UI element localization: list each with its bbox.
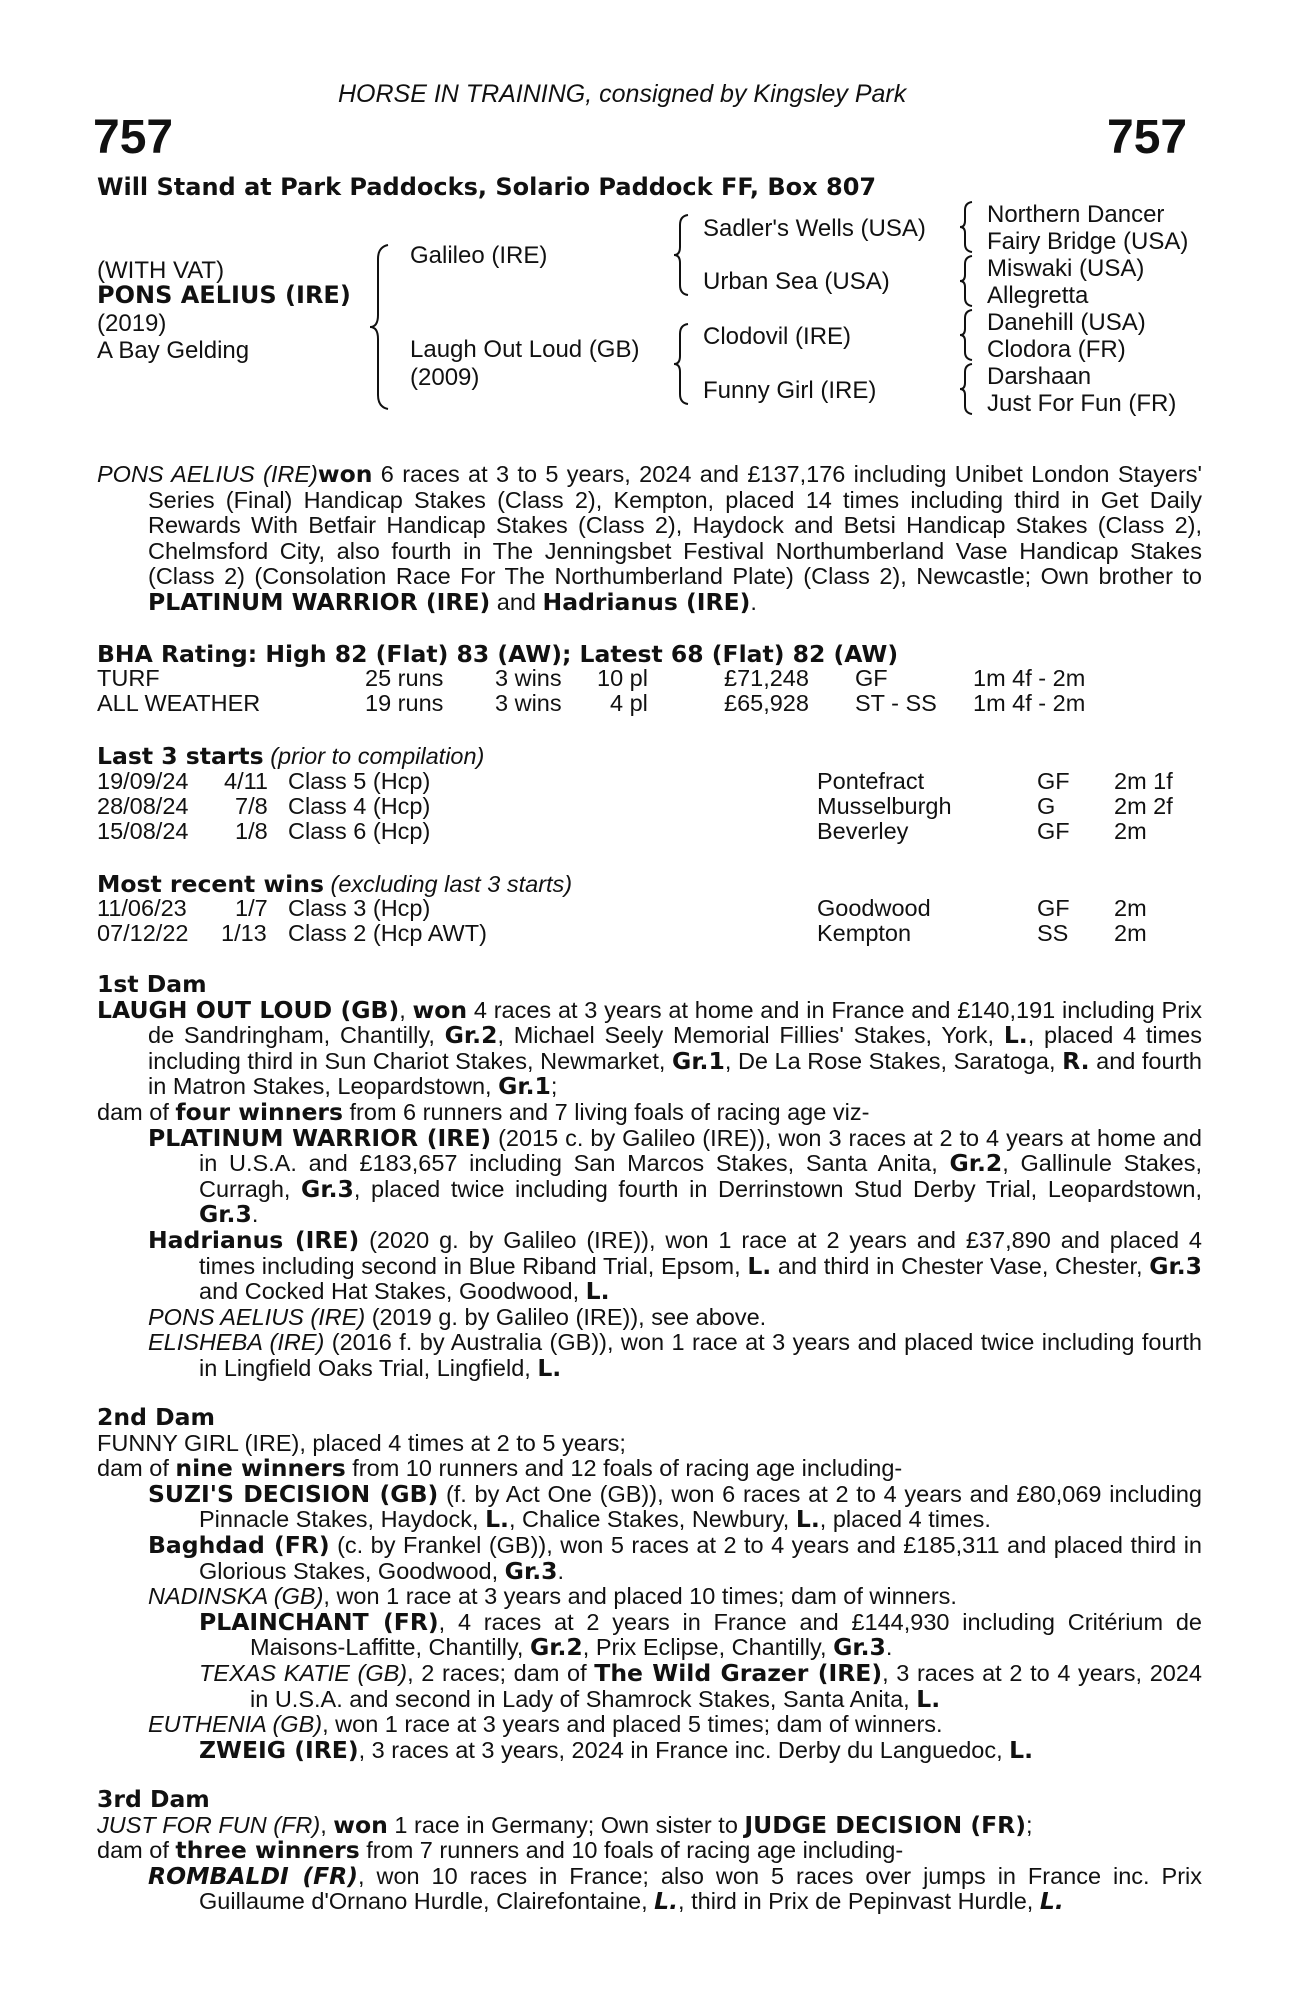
rating-row-turf [97, 665, 1202, 691]
foal-name: PONS AELIUS (IRE) [148, 1303, 366, 1330]
pedigree-brace-4 [958, 200, 976, 254]
foal-entry [97, 1584, 1202, 1610]
pedigree-brace-3 [672, 322, 694, 406]
summary-and: and [490, 588, 543, 615]
grand-foal-entry [97, 1607, 1202, 1662]
text: , 4 races at 2 years in France and £144,930 including Critérium de Maisons-Laffitte, Chantilly, [250, 1608, 1202, 1661]
ancestor-3-8: Just For Fun (FR) [987, 390, 1177, 417]
text: (c. by Frankel (GB)), won 5 races at 2 to 4 years and £185,311 and placed third in Glorious Stakes, Goodwood, [199, 1531, 1202, 1584]
lot-number-left: 757 [93, 111, 174, 164]
race-class: Class 4 (Hcp) [288, 793, 431, 819]
grade: Gr.3 [1149, 1251, 1202, 1280]
dam-name: JUST FOR FUN (FR) [97, 1811, 321, 1838]
winners-count: three winners [175, 1836, 360, 1865]
distance: 2m [1114, 818, 1147, 844]
text: , won 1 race at 3 years and placed 10 times; dam of winners. [323, 1583, 957, 1610]
grade: L. [654, 1887, 679, 1916]
grade: Gr.3 [504, 1556, 558, 1585]
text: , 3 races at 2 to 4 years, 2024 in U.S.A. and second in Lady of Shamrock Stakes, Santa Anita, [250, 1659, 1202, 1712]
stand-location: Will Stand at Park Paddocks, Solario Paddock FF, Box 807 [97, 173, 877, 201]
first-dam-heading: 1st Dam [97, 970, 207, 998]
surface: TURF [97, 665, 160, 691]
foal-name: Hadrianus (IRE) [148, 1225, 360, 1254]
race-class: Class 2 (Hcp AWT) [288, 920, 487, 946]
horse-name: PONS AELIUS (IRE) [97, 281, 351, 309]
foaling-year: (2019) [97, 310, 167, 337]
grade: Gr.3 [301, 1174, 354, 1203]
text: , Chalice Stakes, Newbury, [508, 1506, 796, 1533]
position: 1/13 [221, 920, 267, 946]
placings: 10 pl [597, 665, 648, 691]
text: (f. by Act One (GB)), won 6 races at 2 to 4 years and £80,069 including Pinnacle Stakes, Haydock, [199, 1480, 1202, 1533]
start-row [97, 793, 1202, 819]
grade: Gr.3 [199, 1200, 252, 1229]
distance: 1m 4f - 2m [973, 665, 1086, 691]
grade: L. [537, 1353, 562, 1382]
foal-name: SUZI'S DECISION (GB) [148, 1479, 439, 1508]
heading-note: (excluding last 3 starts) [323, 871, 573, 897]
grade: Gr.2 [949, 1149, 1003, 1178]
date: 11/06/23 [97, 895, 187, 921]
text: from 7 runners and 10 foals of racing age including- [359, 1837, 904, 1864]
dam-name: LAUGH OUT LOUD (GB) [97, 995, 400, 1024]
foal-name: EUTHENIA (GB) [148, 1711, 323, 1738]
prize-money: £71,248 [724, 665, 809, 691]
course: Goodwood [817, 895, 931, 921]
foal-entry [97, 1305, 1202, 1331]
runs: 25 runs [365, 665, 444, 691]
foal-name: ELISHEBA (IRE) [148, 1329, 325, 1356]
position: 1/7 [235, 895, 268, 921]
text: from 10 runners and 12 foals of racing age including- [345, 1455, 903, 1482]
vat-note: (WITH VAT) [97, 257, 225, 284]
prize-money: £65,928 [724, 690, 809, 716]
race-record-summary [97, 462, 1202, 616]
grand-foal-entry [97, 1735, 1202, 1764]
text: , 2 races; dam of [407, 1659, 595, 1686]
summary-end: . [750, 588, 757, 615]
text: , Prix Eclipse, Chantilly, [582, 1634, 834, 1661]
grade: L. [747, 1251, 772, 1280]
last-3-starts-heading [97, 742, 484, 770]
lot-number-right: 757 [1107, 111, 1188, 164]
distance: 2m [1114, 920, 1147, 946]
dam-dam: Funny Girl (IRE) [703, 377, 877, 404]
text: . [251, 1201, 259, 1228]
text: dam of [97, 1837, 176, 1864]
ancestor-3-7: Darshaan [987, 363, 1092, 390]
course: Beverley [817, 818, 909, 844]
third-dam-heading: 3rd Dam [97, 1785, 210, 1813]
grade: R. [1062, 1046, 1090, 1075]
going: GF [1037, 818, 1070, 844]
pedigree-brace-6 [958, 308, 976, 362]
going: SS [1037, 920, 1069, 946]
grade: L. [1003, 1021, 1028, 1050]
grade: Gr.2 [444, 1021, 498, 1050]
distance: 2m 2f [1114, 793, 1173, 819]
position: 7/8 [235, 793, 268, 819]
grade: L. [1039, 1887, 1064, 1916]
distance: 2m 1f [1114, 768, 1173, 794]
date: 07/12/22 [97, 920, 189, 946]
text: , placed 4 times including third in Sun Chariot Stakes, Newmarket, [148, 1022, 1202, 1074]
ancestor-3-5: Danehill (USA) [987, 309, 1146, 336]
foal-entry [97, 1330, 1202, 1381]
win-row [97, 920, 1202, 946]
text: ; [550, 1073, 558, 1100]
second-dam-section [97, 1405, 1202, 1763]
heading-note: (prior to compilation) [263, 743, 485, 769]
foal-name: ROMBALDI (FR) [148, 1861, 359, 1890]
summary-horse-name: PONS AELIUS (IRE) [97, 461, 318, 487]
grand-foal-entry [97, 1658, 1202, 1713]
start-row [97, 818, 1202, 844]
foal-name: PLATINUM WARRIOR (IRE) [148, 1123, 492, 1152]
horse-description: A Bay Gelding [97, 337, 250, 364]
win-row [97, 895, 1202, 921]
grade: L. [916, 1684, 941, 1713]
summary-text: 6 races at 3 to 5 years, 2024 and £137,176 including Unibet London Stayers' Series (Final) Handicap Stakes (Class 2), Kempton, placed 14 times including third in Get Daily Rewards With Betfair Handicap Stakes (Class 2), Haydock and Betsi Handicap Stakes (Class 2), Chelmsford City, also fourth in The Jenningsbet Festival Northumberland Vase Handicap Stakes (Class 2) (Consolation Race For The Northumberland Plate) (Class 2), Newcastle; Own brother to [148, 461, 1203, 590]
start-row [97, 768, 1202, 794]
text: dam of [97, 1098, 176, 1125]
date: 28/08/24 [97, 793, 189, 819]
brother-2: Hadrianus (IRE) [542, 587, 751, 616]
going: ST - SS [855, 690, 937, 716]
foal-entry [97, 1530, 1202, 1585]
won-label: won [333, 1810, 388, 1839]
text: , third in Prix de Pepinvast Hurdle, [678, 1888, 1040, 1915]
third-dam-produce-summary [97, 1838, 1202, 1864]
text: (2016 f. by Australia (GB)), won 1 race at 3 years and placed twice including fourth in Lingfield Oaks Trial, Lingfield, [199, 1329, 1202, 1381]
heading-text: Last 3 starts [97, 742, 264, 770]
position: 1/8 [235, 818, 268, 844]
text: and fourth in Matron Stakes, Leopardstown, [148, 1047, 1202, 1100]
text: , 3 races at 3 years, 2024 in France inc. Derby du Languedoc, [358, 1736, 1010, 1763]
text: , Gallinule Stakes, Curragh, [199, 1150, 1202, 1202]
text: (2019 g. by Galileo (IRE)), see above. [365, 1303, 767, 1330]
text: dam of [97, 1455, 176, 1482]
pedigree-brace-1 [368, 243, 398, 411]
surface: ALL WEATHER [97, 690, 261, 716]
text: 1 race in Germany; Own sister to [387, 1811, 745, 1838]
dam-year: (2009) [410, 364, 480, 391]
sire-sire: Sadler's Wells (USA) [703, 215, 926, 242]
foal-name: ZWEIG (IRE) [199, 1735, 359, 1764]
text: , [320, 1811, 334, 1838]
foal-name: PLAINCHANT (FR) [199, 1607, 439, 1636]
winner-name: The Wild Grazer (IRE) [594, 1658, 883, 1687]
grade: L. [585, 1277, 610, 1306]
distance: 1m 4f - 2m [973, 690, 1086, 716]
grade: L. [795, 1505, 820, 1534]
going: G [1037, 793, 1056, 819]
winners-count: nine winners [175, 1454, 346, 1483]
heading-text: Most recent wins [97, 870, 324, 898]
text: , Michael Seely Memorial Fillies' Stakes, York, [497, 1022, 1004, 1049]
foal-entry [97, 1123, 1202, 1229]
first-dam-record: LAUGH OUT LOUD (GB), won 4 races at 3 years at home and in France and £140,191 including Prix de Sandringham, Chantilly, Gr.2, Michael Seely Memorial Fillies' Stakes, York, L., placed 4 times including third in Sun Chariot Stakes, Newmarket, Gr.1, De La Rose Stakes, Saratoga, R. and fourth in Matron Stakes, Leopardstown, Gr.1; [97, 995, 1202, 1101]
foal-entry [97, 1479, 1202, 1534]
text: , placed twice including fourth in Derrinstown Stud Derby Trial, Leopardstown, [353, 1175, 1202, 1202]
text: , De La Rose Stakes, Saratoga, [724, 1047, 1063, 1074]
wins: 3 wins [495, 690, 562, 716]
text: , won 1 race at 3 years and placed 5 times; dam of winners. [322, 1711, 943, 1738]
ancestor-3-2: Fairy Bridge (USA) [987, 228, 1189, 255]
third-dam-section [97, 1787, 1202, 1915]
wins: 3 wins [495, 665, 562, 691]
text: , won 10 races in France; also won 5 races over jumps in France inc. Prix Guillaume d'Ornano Hurdle, Clairefontaine, [199, 1862, 1203, 1915]
ancestor-3-4: Allegretta [987, 282, 1089, 309]
won-label: won [412, 995, 468, 1024]
first-dam-section [97, 972, 1202, 1382]
position: 4/11 [224, 768, 268, 794]
course: Musselburgh [817, 793, 952, 819]
pedigree-brace-7 [958, 362, 976, 416]
rating-row-all-weather [97, 690, 1202, 716]
foal-entry [97, 1225, 1202, 1306]
text: . [557, 1557, 565, 1584]
pedigree-brace-2 [672, 213, 694, 297]
sire: Galileo (IRE) [410, 242, 548, 269]
runs: 19 runs [365, 690, 444, 716]
race-class: Class 5 (Hcp) [288, 768, 431, 794]
text: (2020 g. by Galileo (IRE)), won 1 race at 2 years and £37,890 and placed 4 times including second in Blue Riband Trial, Epsom, [199, 1226, 1202, 1279]
grade: Gr.1 [498, 1072, 551, 1101]
consignment-line: HORSE IN TRAINING, consigned by Kingsley Park [338, 80, 907, 108]
won-label: won [317, 460, 373, 488]
sister-name: JUDGE DECISION (FR) [744, 1810, 1026, 1839]
grade: Gr.2 [529, 1633, 583, 1662]
second-dam-heading: 2nd Dam [97, 1403, 215, 1431]
grade: L. [485, 1505, 509, 1534]
grade: Gr.3 [833, 1633, 886, 1662]
date: 19/09/24 [97, 768, 189, 794]
text: and third in Chester Vase, Chester, [771, 1252, 1150, 1279]
second-dam-produce-summary [97, 1456, 1202, 1482]
distance: 2m [1114, 895, 1147, 921]
third-dam-record [97, 1810, 1202, 1839]
text: from 6 runners and 7 living foals of racing age viz- [343, 1098, 870, 1125]
text: , placed 4 times. [819, 1506, 991, 1533]
dam-sire: Clodovil (IRE) [703, 323, 852, 350]
going: GF [1037, 895, 1070, 921]
race-class: Class 6 (Hcp) [288, 818, 431, 844]
text: 4 races at 3 years at home and in France and £140,191 including Prix de Sandringham, Chantilly, [148, 996, 1202, 1049]
dam: Laugh Out Loud (GB) [410, 336, 640, 363]
text: . [885, 1634, 893, 1661]
foal-entry [97, 1712, 1202, 1738]
placings: 4 pl [610, 690, 648, 716]
text: (2015 c. by Galileo (IRE)), won 3 races at 2 to 4 years at home and in U.S.A. and £183,657 including San Marcos Stakes, Santa Anita, [199, 1124, 1202, 1177]
second-dam-record: FUNNY GIRL (IRE), placed 4 times at 2 to 5 years; [97, 1429, 626, 1456]
ancestor-3-3: Miswaki (USA) [987, 255, 1145, 282]
date: 15/08/24 [97, 818, 189, 844]
ancestor-3-1: Northern Dancer [987, 201, 1165, 228]
bha-rating-heading: BHA Rating: High 82 (Flat) 83 (AW); Latest 68 (Flat) 82 (AW) [97, 640, 899, 668]
course: Kempton [817, 920, 912, 946]
recent-wins-heading [97, 870, 572, 898]
foal-name: Baghdad (FR) [148, 1530, 330, 1559]
ancestor-3-6: Clodora (FR) [987, 336, 1126, 363]
going: GF [855, 665, 888, 691]
text: and Cocked Hat Stakes, Goodwood, [199, 1278, 586, 1305]
sire-dam: Urban Sea (USA) [703, 268, 890, 295]
course: Pontefract [817, 768, 925, 794]
winners-count: four winners [175, 1097, 343, 1126]
text: ; [1025, 1811, 1033, 1838]
grade: L. [1009, 1735, 1034, 1764]
pedigree-brace-5 [958, 254, 976, 308]
brother-1: PLATINUM WARRIOR (IRE) [148, 587, 491, 616]
grade: Gr.1 [672, 1046, 725, 1075]
foal-name: TEXAS KATIE (GB) [199, 1659, 408, 1686]
foal-entry [97, 1861, 1203, 1916]
race-class: Class 3 (Hcp) [288, 895, 431, 921]
first-dam-produce-summary [97, 1097, 1202, 1126]
going: GF [1037, 768, 1070, 794]
foal-name: NADINSKA (GB) [148, 1583, 324, 1610]
